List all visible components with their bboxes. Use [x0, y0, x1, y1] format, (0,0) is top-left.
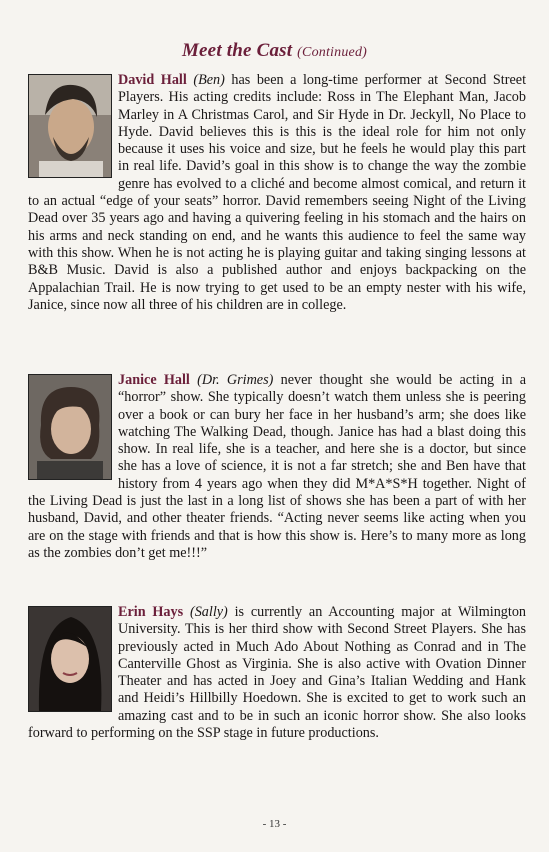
headshot-david-hall: [28, 74, 112, 178]
bio-role: (Sally): [189, 604, 228, 620]
bio-janice-hall: [28, 372, 526, 562]
bio-david-hall: [28, 72, 526, 314]
title-subtitle: (Continued): [297, 45, 368, 60]
title-text: Meet the Cast: [181, 40, 293, 61]
bio-name: Erin Hays: [118, 604, 184, 620]
bio-name: Janice Hall: [118, 372, 190, 388]
headshot-erin-hays: [28, 606, 112, 712]
bio-text: has been a long-time performer at Second Street Players. His acting credits include: Ross in The Elephant Man, Jacob Marley in A Christmas Carol, and Sir Hyde in Dr. Jeckyll, No Place to Hyde. David believes this is this is the ideal role for him not only because it uses his voice and size, but he feels he would play this part in real life. David’s goal in this show is to change the way the zombie genre has evolved to a cliché and become almost comical, and return it to an actual “edge of your seats” horror. David remembers seeing Night of the Living Dead over 35 years ago and having a quivering feeling in his stomach and the hairs on his arms and neck standing on end, and he wants this audience to feel the same way with this show. When he is not acting he is playing guitar and taking singing lessons at B&B Music. David is also a published author and enjoys backpacking on the Appalachian Trail. He is now trying to get used to be an empty nester with his wife, Janice, since now all three of his children are in college.: [28, 72, 527, 313]
page-title: [0, 40, 549, 62]
bio-text: is currently an Accounting major at Wilmington University. This is her third show with Second Street Players. She has previously acted in Much Ado About Nothing as Conrad and in The Canterville Ghost as Virginia. She is also active with Ovation Dinner Theater and has acted in Joey and Gina’s Italian Wedding and Hank and Heidi’s Hillbilly Hoedown. She is excited to get to work such an amazing cast and to be in such an iconic horror show. She also looks forward to performing on the SSP stage in future productions.: [28, 604, 527, 742]
bio-erin-hays: [28, 604, 526, 742]
page-number: - 13 -: [262, 818, 287, 830]
bio-role: (Dr. Grimes): [197, 372, 274, 388]
bio-text: never thought she would be acting in a “horror” show. She typically doesn’t watch them unless she is peering over a book or can bury her face in her husband’s arm; she does like watching The Walking Dead, though. Janice has had a blast doing this show. In real life, she is a teacher, and here she is a doctor, but since she has a love of science, it is not a far stretch; she and Ben have that history from 4 years ago when they did M*A*S*H together. Night of the Living Dead is just the last in a long list of shows she has been a part of with her husband, David, and other theater friends. “Acting never seems like acting when you are on the stage with friends and that is how this show is. Here’s to many more as long as the zombies don’t get me!!!”: [28, 372, 526, 561]
headshot-janice-hall: [28, 374, 112, 480]
bio-name: David Hall: [118, 72, 187, 88]
bio-role: (Ben): [193, 72, 225, 88]
